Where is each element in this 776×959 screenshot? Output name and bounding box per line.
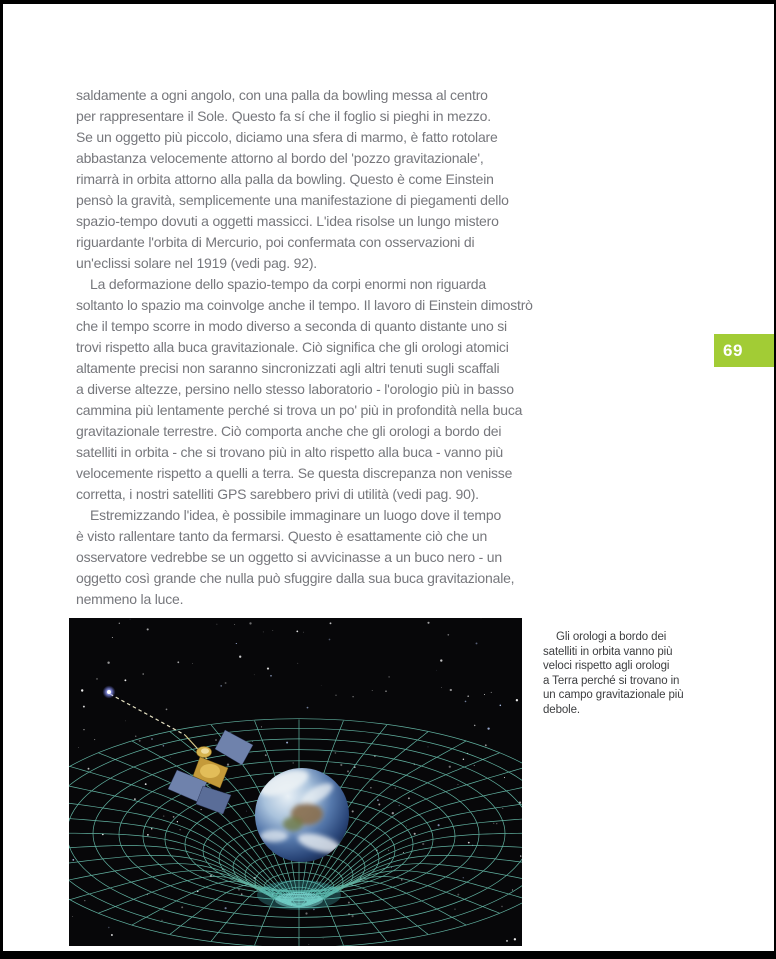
text-line: per rappresentare il Sole. Questo fa sí che il foglio si pieghi in mezzo. xyxy=(76,108,491,124)
text-line: soltanto lo spazio ma coinvolge anche il tempo. Il lavoro di Einstein dimostrò xyxy=(76,297,533,313)
gravity-well-neck-glow xyxy=(275,892,323,908)
text-line: spazio-tempo dovuti a oggetti massicci. L'idea risolse un lungo mistero xyxy=(76,213,499,229)
page-number: 69 xyxy=(723,340,743,360)
text-line: un'eclissi solare nel 1919 (vedi pag. 92). xyxy=(76,255,317,271)
text-line: che il tempo scorre in modo diverso a seconda di quanto distante uno si xyxy=(76,318,507,334)
text-line: gravitazionale terrestre. Ciò comporta anche che gli orologi a bordo dei xyxy=(76,423,502,439)
text-line: Estremizzando l'idea, è possibile immaginare un luogo dove il tempo xyxy=(90,507,502,523)
spacetime-figure xyxy=(69,618,522,946)
body-text xyxy=(76,85,533,610)
text-line: Se un oggetto più piccolo, diciamo una sfera di marmo, è fatto rotolare xyxy=(76,129,498,145)
text-line: riguardante l'orbita di Mercurio, poi confermata con osservazioni di xyxy=(76,234,475,250)
caption-line: debole. xyxy=(543,703,581,716)
text-line: velocemente rispetto a quelli a terra. Se questa discrepanza non venisse xyxy=(76,465,513,481)
figure-caption xyxy=(543,630,705,718)
caption-line: a Terra perché si trovano in xyxy=(543,674,680,687)
text-line: saldamente a ogni angolo, con una palla da bowling messa al centro xyxy=(76,87,488,103)
page-number-tab xyxy=(714,334,774,367)
text-line: cammina più lentamente perché si trova un po' più in profondità nella buca xyxy=(76,402,523,418)
star-icon xyxy=(107,690,111,694)
spacetime-illustration xyxy=(69,618,522,946)
text-line: altamente precisi non saranno sincronizzati agli altri tenuti sugli scaffali xyxy=(76,360,500,376)
book-page xyxy=(3,4,774,951)
text-line: pensò la gravità, semplicemente una manifestazione di piegamenti dello xyxy=(76,192,509,208)
text-line: La deformazione dello spazio-tempo da corpi enormi non riguarda xyxy=(90,276,486,292)
text-line: satelliti in orbita - che si trovano più in alto rispetto alla buca - vanno più xyxy=(76,444,503,460)
text-line: trovi rispetto alla buca gravitazionale. Ciò significa che gli orologi atomici xyxy=(76,339,509,355)
text-line: oggetto così grande che nulla può sfuggire dalla sua buca gravitazionale, xyxy=(76,570,515,586)
caption-line: un campo gravitazionale più xyxy=(543,689,684,702)
caption-line: satelliti in orbita vanno più xyxy=(543,645,673,658)
text-line: è visto rallentare tanto da fermarsi. Questo è esattamente ciò che un xyxy=(76,528,488,544)
caption-line: veloci rispetto agli orologi xyxy=(543,660,670,673)
text-line: corretta, i nostri satelliti GPS sarebbero privi di utilità (vedi pag. 90). xyxy=(76,486,479,502)
text-line: rimarrà in orbita attorno alla palla da bowling. Questo è come Einstein xyxy=(76,171,494,187)
text-line: nemmeno la luce. xyxy=(76,591,184,607)
caption-line: Gli orologi a bordo dei xyxy=(556,631,667,643)
text-line: a diverse altezze, persino nello stesso laboratorio - l'orologio più in basso xyxy=(76,381,514,397)
text-line: abbastanza velocemente attorno al bordo del 'pozzo gravitazionale', xyxy=(76,150,484,166)
text-line: osservatore vedrebbe se un oggetto si avvicinasse a un buco nero - un xyxy=(76,549,502,565)
